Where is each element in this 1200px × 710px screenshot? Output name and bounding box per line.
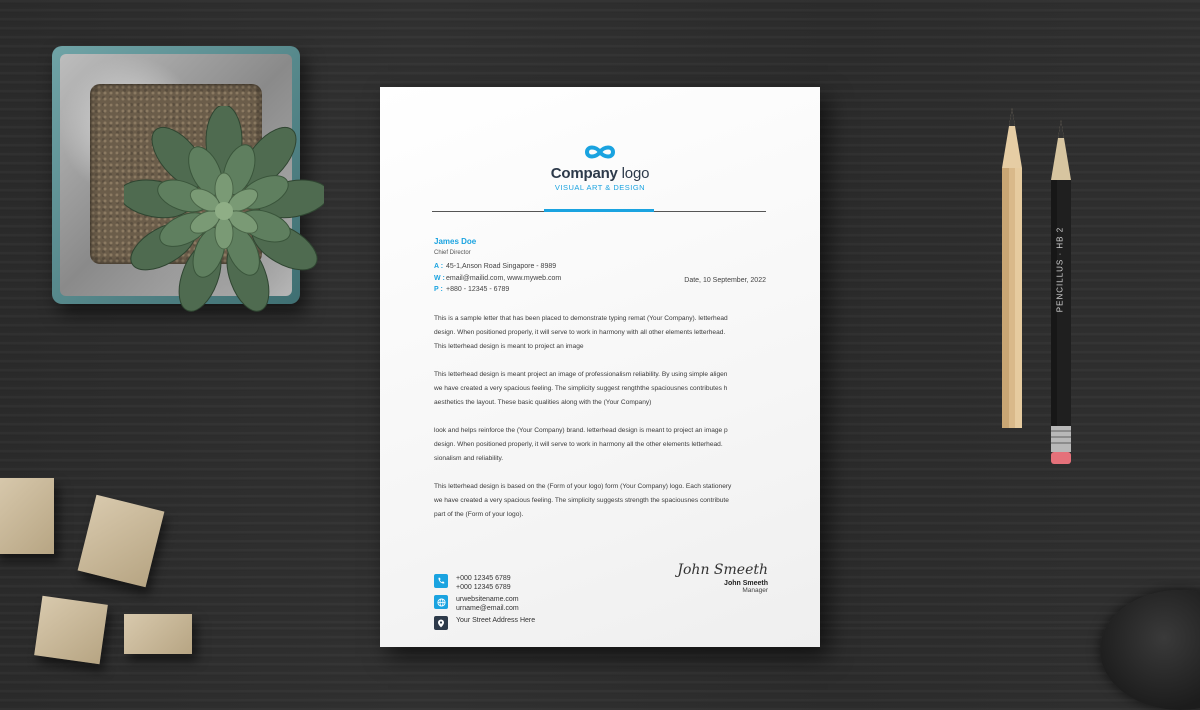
company-tagline: VISUAL ART & DESIGN (554, 183, 646, 192)
sender-role: Chief Director (434, 249, 471, 256)
footer-web (456, 595, 519, 613)
footer-phone-row (434, 574, 535, 592)
paragraph-line: This letterhead design is meant project an image of professionalism reliability. By using simple aligen (434, 371, 728, 378)
company-name-light: logo (617, 165, 650, 182)
web-value: email@mailid.com, www.myweb.com (446, 274, 562, 282)
sender-name: James Doe (434, 237, 477, 246)
footer-phone: +000 12345 6789 (456, 584, 511, 591)
address-value: 45-1,Anson Road Singapore - 8989 (446, 263, 557, 270)
footer-phones (456, 574, 511, 592)
signature-name: John Smeeth (724, 580, 768, 587)
address-key: A : (434, 263, 444, 270)
paragraph-line: look and helps reinforce the (Your Company) brand. letterhead design is meant to project an image p (434, 427, 728, 434)
web-key: W : (434, 274, 445, 282)
header-divider-accent (544, 209, 654, 212)
sender-web (434, 273, 561, 285)
company-logo (380, 143, 820, 192)
phone-icon (434, 574, 448, 588)
wood-block (78, 495, 165, 588)
phone-key: P : (434, 286, 443, 293)
sender-address (434, 261, 561, 273)
letter-body (434, 312, 768, 536)
wood-block (124, 614, 192, 654)
sender-info (434, 236, 561, 296)
footer-address: Your Street Address Here (456, 617, 536, 624)
footer-web-row (434, 595, 535, 613)
letter-date: Date, 10 September, 2022 (684, 277, 766, 284)
company-name (380, 165, 820, 182)
paragraph-line: we have created a very spacious feeling. The simplicity suggest rengththe spaciousnes contributes h (434, 385, 728, 392)
paragraph (434, 424, 768, 466)
paragraph-line: part of the (Form of your logo). (434, 511, 524, 518)
succulent-planter (52, 46, 300, 304)
paragraph-line: design. When positioned properly, it will serve to work in harmony all the other elements letterhead. (434, 441, 723, 448)
paragraph (434, 312, 768, 354)
phone-value: +880 - 12345 - 6789 (446, 286, 510, 293)
paragraph-line: This is a sample letter that has been placed to demonstrate typing remat (Your Company). letterhead (434, 315, 728, 322)
signature-script: John Smeeth (677, 562, 768, 578)
paragraph-line: design. When positioned properly, it will serve to work in harmony with all other elements letterhead. (434, 329, 726, 336)
paragraph-line: aesthetics the layout. These basic qualities along with the (Your Company) (434, 399, 652, 406)
sender-phone (434, 284, 561, 296)
natural-pencil (998, 108, 1026, 430)
paragraph-line: This letterhead design is based on the (Form of your logo) form (Your Company) logo. Each stationery (434, 483, 732, 490)
paragraph-line: sionalism and reliability. (434, 455, 504, 462)
wood-block (0, 478, 54, 554)
paragraph-line: This letterhead design is meant to project an image (434, 343, 584, 350)
footer-phone: +000 12345 6789 (456, 575, 511, 582)
coffee-cup (1100, 590, 1200, 710)
letterhead-paper (380, 87, 820, 647)
footer-email: urname@email.com (456, 605, 519, 612)
footer-address-row (434, 616, 535, 630)
location-pin-icon (434, 616, 448, 630)
signature-block (677, 562, 768, 594)
paragraph (434, 368, 768, 410)
infinity-logo-icon (582, 143, 618, 161)
succulent-plant (124, 106, 324, 316)
signature-role: Manager (742, 587, 768, 594)
globe-icon (434, 595, 448, 609)
paragraph-line: we have created a very spacious feeling. The simplicity suggests strength the spaciousnes contribute (434, 497, 729, 504)
footer-contacts (434, 574, 535, 633)
footer-website: urwebsitename.com (456, 596, 519, 603)
company-name-bold: Company (550, 165, 618, 182)
wood-block (34, 596, 108, 665)
paragraph (434, 480, 768, 522)
pencil-label: PENCILLUS · HB 2 (1055, 226, 1065, 313)
